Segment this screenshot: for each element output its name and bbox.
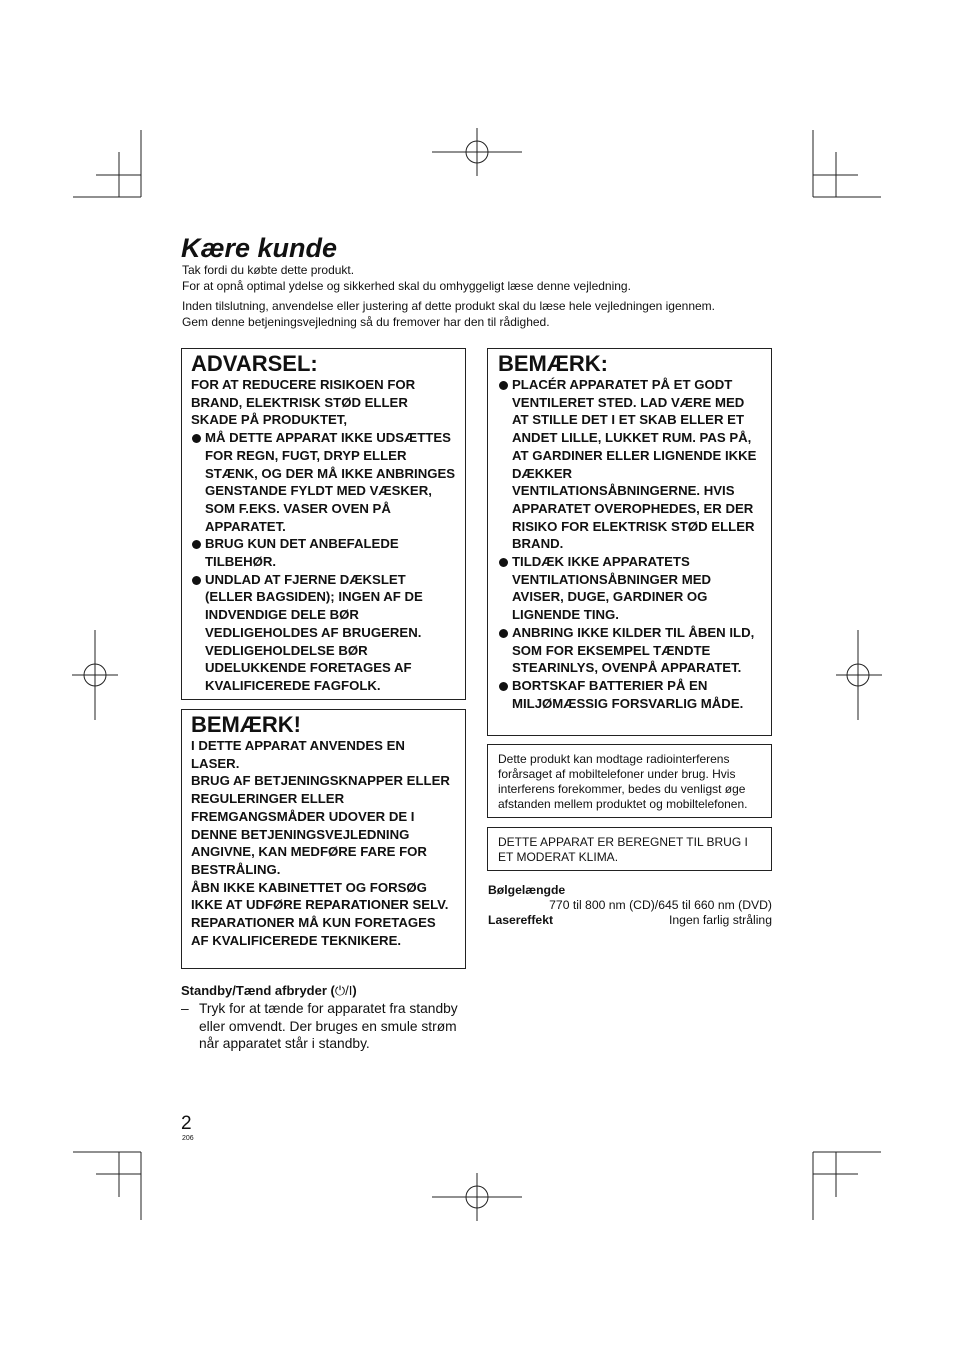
laser-notice-text: BRUG AF BETJENINGSKNAPPER ELLER REGULERINGER ELLER FREMGANGSMÅDER UDOVER DE I DENNE BETJENINGSVEJLEDNING ANGIVNE, KAN MEDFØRE FARE FOR BESTRÅLING. (191, 773, 450, 877)
wavelength-value: 770 til 800 nm (CD)/645 til 660 nm (DVD) (549, 898, 772, 912)
intro-line-3: Inden tilslutning, anvendelse eller justering af dette produkt skal du læse hele vejledningen igennem. (182, 299, 716, 313)
laser-notice-text: ÅBN IKKE KABINETTET OG FORSØG IKKE AT UDFØRE REPARATIONER SELV. (191, 879, 449, 913)
notice-heading: BEMÆRK: (498, 351, 608, 376)
page-title: Kære kunde (181, 233, 338, 263)
radio-interference-note: Dette produkt kan modtage radiointerferens forårsaget af mobiltelefoner under brug. Hvis interferens forekommer, bedes du venligst øge afstanden mellem produktet og mobiltelefonen. (487, 744, 772, 818)
laser-specs (488, 883, 772, 928)
standby-title: Standby/Tænd afbryder (⏻/I) (181, 983, 357, 998)
intro-line-1: Tak fordi du købte dette produkt. (182, 263, 355, 277)
page-code: 206 (182, 1135, 194, 1142)
laser-notice-heading: BEMÆRK! (191, 712, 301, 737)
page-number: 2 (181, 1113, 192, 1134)
intro-line-4: Gem denne betjeningsvejledning så du fremover har den til rådighed. (182, 315, 550, 329)
notice-item: BORTSKAF BATTERIER PÅ EN MILJØMÆSSIG FORSVARLIG MÅDE. (498, 677, 762, 712)
warning-item: MÅ DETTE APPARAT IKKE UDSÆTTES FOR REGN, FUGT, DRYP ELLER STÆNK, OG DER MÅ IKKE ANBRINGES GENSTANDE FYLDT MED VÆSKER, SOM F.EKS. VASER OVEN PÅ APPARATET. (191, 429, 456, 535)
laser-power-value: Ingen farlig stråling (669, 913, 772, 927)
laser-notice-text: I DETTE APPARAT ANVENDES EN LASER. (191, 738, 405, 771)
standby-section (181, 983, 466, 1053)
notice-item: ANBRING IKKE KILDER TIL ÅBEN ILD, SOM FOR EKSEMPEL TÆNDTE STEARINLYS, OVENPÅ APPARATET. (498, 624, 762, 677)
warning-item: BRUG KUN DET ANBEFALEDE TILBEHØR. (191, 535, 456, 570)
laser-power-label: Lasereffekt (488, 913, 554, 927)
wavelength-label: Bølgelængde (488, 883, 566, 897)
intro-line-2: For at opnå optimal ydelse og sikkerhed skal du omhyggeligt læse denne vejledning. (182, 279, 631, 293)
standby-description: – Tryk for at tænde for apparatet fra standby eller omvendt. Der bruges en smule strøm når apparatet står i standby. (181, 1000, 466, 1053)
climate-note: DETTE APPARAT ER BEREGNET TIL BRUG I ET MODERAT KLIMA. (487, 827, 772, 871)
warning-heading: ADVARSEL: (191, 351, 318, 376)
laser-notice-box (181, 709, 466, 969)
warning-lead: FOR AT REDUCERE RISIKOEN FOR BRAND, ELEKTRISK STØD ELLER SKADE PÅ PRODUKTET, (191, 377, 416, 428)
laser-notice-text: REPARATIONER MÅ KUN FORETAGES AF KVALIFICEREDE TEKNIKERE. (191, 915, 436, 948)
notice-item: PLACÉR APPARATET PÅ ET GODT VENTILERET STED. LAD VÆRE MED AT STILLE DET I ET SKAB ELLER ET ANDET LILLE, LUKKET RUM. PAS PÅ, AT GARDINER ELLER LIGNENDE IKKE DÆKKER VENTILATIONSÅBNINGERNE. HVIS APPARATET OVEROPHEDES, ER DER RISIKO FOR ELEKTRISK STØD ELLER BRAND. (498, 376, 762, 553)
warning-box (181, 348, 466, 700)
notice-box (487, 348, 772, 736)
power-icon: ⏻/I (334, 983, 353, 998)
notice-item: TILDÆK IKKE APPARATETS VENTILATIONSÅBNINGER MED AVISER, DUGE, GARDINER OG LIGNENDE TING. (498, 553, 762, 624)
warning-item: UNDLAD AT FJERNE DÆKSLET (ELLER BAGSIDEN); INGEN AF DE INDVENDIGE DELE BØR VEDLIGEHOLDES AF BRUGEREN. VEDLIGEHOLDELSE BØR UDELUKKENDE FORETAGES AF KVALIFICEREDE FAGFOLK. (191, 571, 456, 695)
